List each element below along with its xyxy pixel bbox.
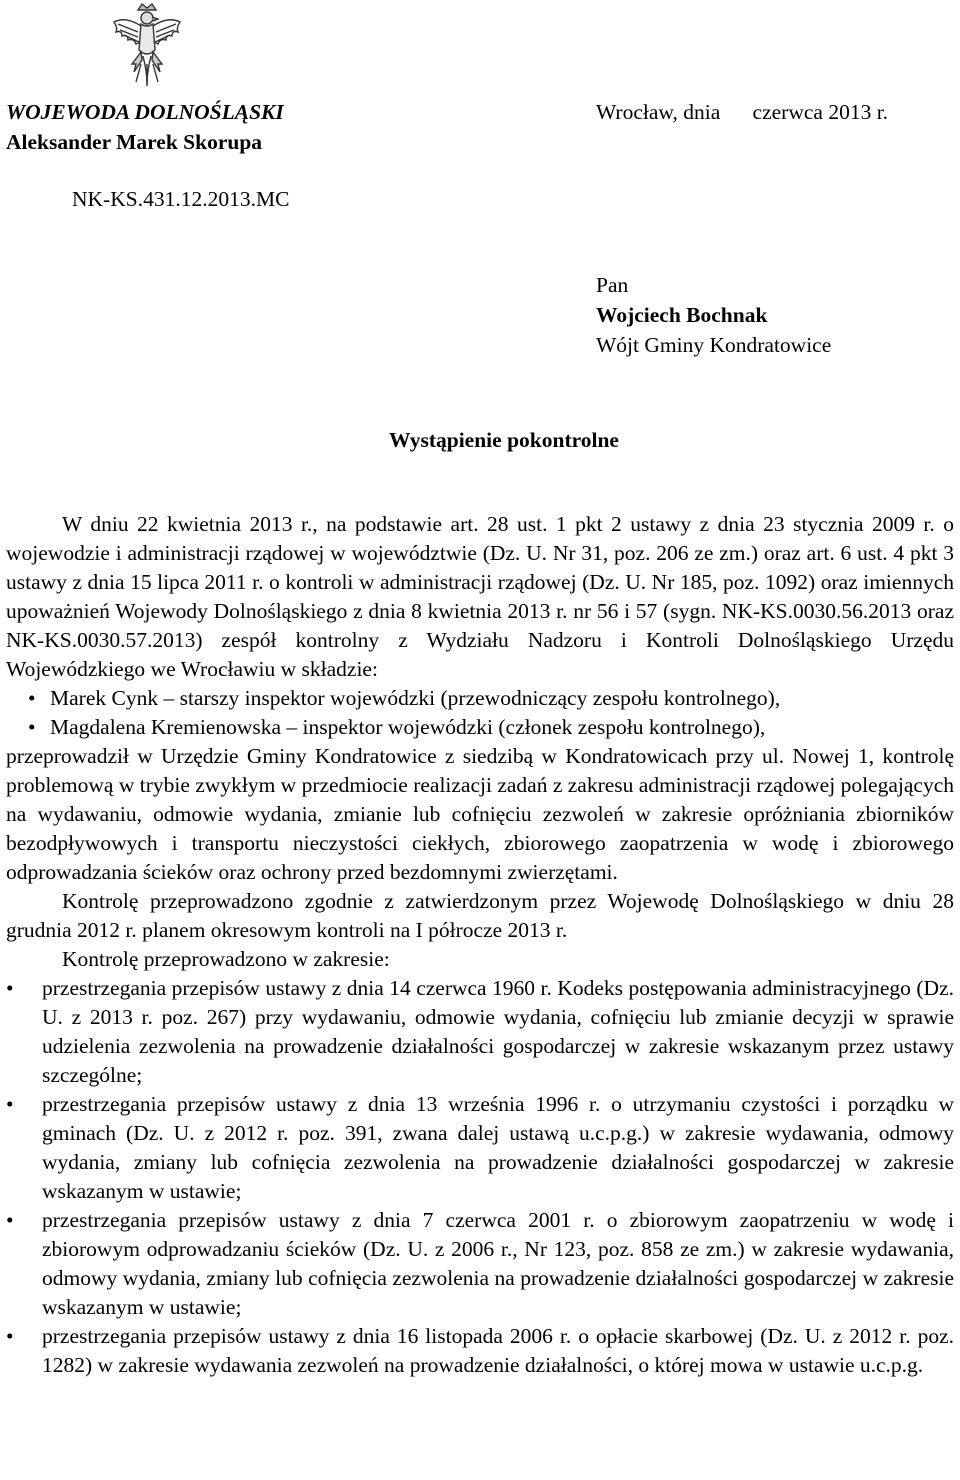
intro-paragraph: W dniu 22 kwietnia 2013 r., na podstawie art. 28 ust. 1 pkt 2 ustawy z dnia 23 stycznia 2009 r. o wojewodzie i administracji rządowej w województwie (Dz. U. Nr 31, poz. 206 ze zm.) oraz art. 6 ust. 4 pkt 3 ustawy z dnia 15 lipca 2011 r. o kontroli w administracji rządowej (Dz. U. Nr 185, poz. 1092) oraz imiennych upoważnień Wojewody Dolnośląskiego z dnia 8 kwietnia 2013 r. nr 56 i 57 (sygn. NK-KS.0030.56.2013 oraz NK-KS.0030.57.2013) zespół kontrolny z Wydziału Nadzoru i Kontroli Dolnośląskiego Urzędu Wojewódzkiego we Wrocławiu w składzie: xyxy=(6,512,954,681)
addressee-salutation: Pan xyxy=(596,273,629,297)
scope-item: • przestrzegania przepisów ustawy z dnia 13 września 1996 r. o utrzymaniu czystości i porządku w gminach (Dz. U. z 2012 r. poz. 391, zwana dalej ustawą u.c.p.g.) w zakresie wydawania, odmowy wydania, zmiany lub cofnięcia zezwolenia na prowadzenie działalności gospodarczej w zakresie wskazanym w ustawie; xyxy=(6,1090,954,1206)
conducted-paragraph: przeprowadził w Urzędzie Gminy Kondratowice z siedzibą w Kondratowicach przy ul. Nowej 1, kontrolę problemową w trybie zwykłym w przedmiocie realizacji zadań z zakresu administracji rządowej polegających na wydawaniu, odmowie wydania, zmianie lub cofnięciu zezwoleń w zakresie opróżniania zbiorników bezodpływowych i transportu nieczystości ciekłych, zbiorowego zaopatrzenia w wodę i zbiorowego odprowadzania ścieków oraz ochrony przed bezdomnymi zwierzętami. xyxy=(6,744,954,884)
team-member: • Marek Cynk – starszy inspektor wojewódzki (przewodniczący zespołu kontrolnego), xyxy=(6,684,954,713)
scope-item: • przestrzegania przepisów ustawy z dnia 7 czerwca 2001 r. o zbiorowym zaopatrzeniu w wodę i zbiorowym odprowadzaniu ścieków (Dz. U. z 2006 r., Nr 123, poz. 858 ze zm.) w zakresie wydawania, odmowy wydania, zmiany lub cofnięcia zezwolenia na prowadzenie działalności gospodarczej w zakresie wskazanym w ustawie; xyxy=(6,1206,954,1322)
team-list xyxy=(6,684,954,742)
document-title: Wystąpienie pokontrolne xyxy=(389,428,619,452)
addressee-block xyxy=(596,270,831,360)
document-body xyxy=(6,510,954,1380)
scope-item: • przestrzegania przepisów ustawy z dnia 16 listopada 2006 r. o opłacie skarbowej (Dz. U. z 2012 r. poz. 1282) w zakresie wydawania zezwoleń na prowadzenie działalności, o której mowa w ustawie u.c.p.g. xyxy=(6,1322,954,1380)
sender-title: WOJEWODA DOLNOŚLĄSKI xyxy=(6,100,284,124)
scope-intro: Kontrolę przeprowadzono w zakresie: xyxy=(62,947,390,971)
addressee-position: Wójt Gminy Kondratowice xyxy=(596,333,832,357)
addressee-name: Wojciech Bochnak xyxy=(596,303,768,327)
scope-list xyxy=(6,974,954,1380)
scope-item: • przestrzegania przepisów ustawy z dnia 14 czerwca 1960 r. Kodeks postępowania administracyjnego (Dz. U. z 2013 r. poz. 267) przy wydawaniu, odmowie wydania, cofnięciu lub zmianie decyzji w sprawie udzielenia zezwolenia na prowadzenie działalności gospodarczej w zakresie wskazanym przez ustawy szczególne; xyxy=(6,974,954,1090)
date-line: Wrocław, dnia czerwca 2013 r. xyxy=(596,100,889,124)
team-member: • Magdalena Kremienowska – inspektor wojewódzki (członek zespołu kontrolnego), xyxy=(6,713,954,742)
plan-paragraph: Kontrolę przeprowadzono zgodnie z zatwierdzonym przez Wojewodę Dolnośląskiego w dniu 28 grudnia 2012 r. planem okresowym kontroli na I półrocze 2013 r. xyxy=(6,889,954,942)
sender-name: Aleksander Marek Skorupa xyxy=(6,130,263,154)
sender-block xyxy=(6,97,284,157)
case-reference: NK-KS.431.12.2013.MC xyxy=(72,187,290,211)
polish-eagle-emblem-icon xyxy=(108,2,186,88)
